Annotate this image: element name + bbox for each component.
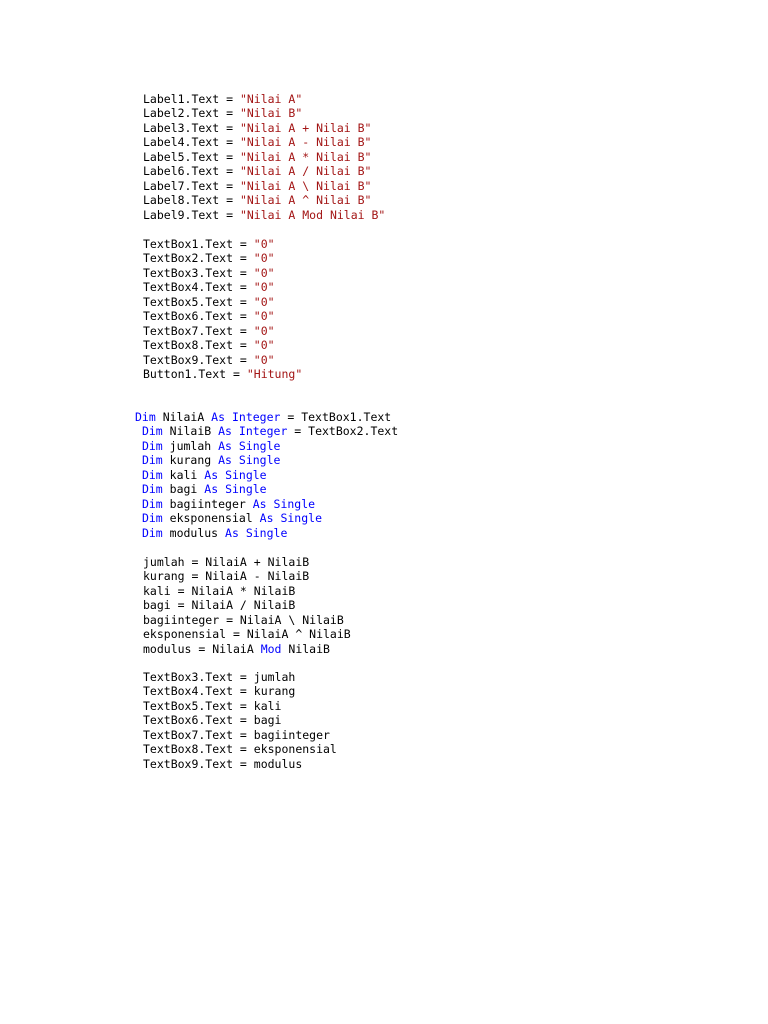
code-line (135, 453, 398, 467)
code-token: eksponensial = NilaiA ^ NilaiB (143, 627, 351, 642)
string-token: "0" (253, 280, 275, 295)
code-token: modulus = NilaiA (143, 641, 261, 656)
code-line (143, 598, 351, 612)
code-line (143, 713, 337, 727)
string-token: "Nilai A * Nilai B" (239, 149, 372, 164)
code-token: TextBox5.Text = (143, 294, 254, 309)
string-token: "0" (253, 294, 275, 309)
keyword-token: Integer (231, 410, 281, 424)
keyword-token: As (211, 410, 226, 424)
code-token: TextBox6.Text = (143, 309, 254, 324)
code-token: TextBox1.Text = (143, 237, 254, 251)
keyword-token: Single (245, 525, 288, 540)
code-line (143, 742, 337, 756)
code-line (135, 511, 398, 525)
code-block-calculations (143, 555, 351, 656)
code-line (135, 468, 398, 482)
code-line (143, 164, 385, 178)
keyword-token: As (225, 525, 239, 540)
keyword-token: Dim (141, 424, 163, 439)
code-line (143, 295, 302, 309)
code-line (143, 613, 351, 627)
code-token: Label4.Text = (143, 135, 240, 150)
code-line (143, 338, 302, 352)
code-token: kali (162, 467, 205, 482)
keyword-token: As (204, 467, 219, 482)
keyword-token: Dim (141, 511, 163, 526)
code-block-textbox-init (143, 237, 302, 381)
string-token: "Nilai A / Nilai B" (239, 164, 372, 179)
code-block-dim-declarations (135, 410, 398, 540)
code-token: TextBox2.Text = (143, 251, 254, 266)
code-token: Label2.Text = (143, 106, 240, 121)
code-token: TextBox4.Text = (143, 280, 254, 295)
keyword-token: Dim (135, 410, 156, 424)
code-line (135, 410, 398, 424)
code-line (143, 193, 385, 207)
code-token: kurang = NilaiA - NilaiB (143, 569, 310, 584)
keyword-token: Dim (141, 496, 163, 511)
code-token (135, 439, 142, 453)
code-token: TextBox5.Text = kali (143, 698, 282, 713)
code-token: bagiinteger = NilaiA \ NilaiB (143, 612, 344, 627)
code-token (135, 468, 142, 482)
code-line (143, 324, 302, 338)
keyword-token: As (218, 438, 232, 453)
code-line (143, 266, 302, 280)
code-token: TextBox8.Text = eksponensial (143, 742, 337, 757)
code-token: Label9.Text = (143, 207, 240, 222)
string-token: "Nilai A \ Nilai B" (239, 178, 372, 193)
string-token: "0" (253, 237, 275, 251)
string-token: "Nilai A + Nilai B" (239, 120, 372, 135)
keyword-token: Dim (141, 482, 163, 497)
code-token: jumlah = NilaiA + NilaiB (143, 555, 310, 569)
code-token (135, 482, 142, 496)
code-line (143, 584, 351, 598)
code-token: bagiinteger (162, 496, 253, 511)
code-token: NilaiB (162, 424, 219, 439)
keyword-token: Single (273, 496, 316, 511)
code-line (143, 627, 351, 641)
keyword-token: Single (225, 467, 267, 482)
code-line (143, 367, 302, 381)
code-line (135, 526, 398, 540)
code-line (143, 150, 385, 164)
code-line (143, 728, 337, 742)
code-block-label-assignments (143, 92, 385, 222)
code-line (143, 92, 385, 106)
keyword-token: As (204, 482, 219, 497)
code-line (135, 497, 398, 511)
code-token (232, 453, 239, 467)
code-token: Label3.Text = (143, 120, 240, 135)
code-token: TextBox3.Text = (143, 265, 254, 280)
keyword-token: Single (225, 482, 267, 497)
code-token (232, 424, 239, 438)
code-token (225, 410, 232, 424)
code-token (239, 526, 246, 540)
code-line (143, 684, 337, 698)
code-token: kali = NilaiA * NilaiB (143, 583, 296, 598)
code-token (135, 453, 142, 467)
code-token: TextBox9.Text = modulus (143, 756, 303, 771)
code-line (143, 106, 385, 120)
string-token: "Nilai A - Nilai B" (239, 135, 372, 150)
code-token: TextBox7.Text = (143, 323, 254, 338)
code-token: Label6.Text = (143, 164, 240, 179)
keyword-token: Dim (141, 453, 163, 468)
code-token (232, 439, 239, 453)
code-block-output-assignments (143, 670, 337, 771)
code-token: TextBox3.Text = jumlah (143, 670, 296, 684)
code-token: TextBox7.Text = bagiinteger (143, 727, 330, 742)
string-token: "Nilai A Mod Nilai B" (239, 207, 386, 222)
string-token: "Hitung" (246, 366, 303, 381)
code-line (143, 251, 302, 265)
code-token (135, 511, 142, 525)
code-line (143, 670, 337, 684)
code-line (135, 424, 398, 438)
keyword-token: Dim (141, 467, 163, 482)
string-token: "0" (253, 352, 275, 367)
code-line (135, 439, 398, 453)
code-line (143, 569, 351, 583)
code-token: modulus (162, 525, 226, 540)
keyword-token: Dim (141, 438, 163, 453)
code-token (135, 526, 142, 540)
code-token: TextBox9.Text = (143, 352, 254, 367)
code-token: bagi (162, 482, 205, 497)
code-token (267, 497, 274, 511)
string-token: "Nilai B" (239, 106, 303, 121)
string-token: "0" (253, 251, 275, 266)
code-token: TextBox6.Text = bagi (143, 713, 282, 728)
keyword-token: Single (238, 453, 281, 468)
code-token: NilaiB (281, 641, 330, 656)
string-token: "0" (253, 323, 275, 338)
code-line (143, 757, 337, 771)
code-token: eksponensial (162, 511, 260, 526)
code-line (143, 179, 385, 193)
code-token: Label1.Text = (143, 92, 240, 106)
code-line (143, 121, 385, 135)
keyword-token: As (218, 424, 232, 439)
code-token: = TextBox1.Text (280, 410, 392, 424)
keyword-token: Dim (141, 525, 163, 540)
keyword-token: Single (280, 511, 322, 526)
code-token: TextBox4.Text = kurang (143, 684, 296, 699)
code-line (143, 280, 302, 294)
code-token: Label5.Text = (143, 149, 240, 164)
code-line (143, 309, 302, 323)
keyword-token: Single (238, 438, 281, 453)
code-token: = TextBox2.Text (287, 424, 399, 439)
code-token: Button1.Text = (143, 366, 247, 381)
string-token: "0" (253, 309, 275, 324)
code-line (135, 482, 398, 496)
code-line (143, 237, 302, 251)
code-token: TextBox8.Text = (143, 338, 254, 353)
string-token: "0" (253, 338, 275, 353)
code-token: Label7.Text = (143, 178, 240, 193)
code-line (143, 135, 385, 149)
code-token: bagi = NilaiA / NilaiB (143, 598, 296, 613)
code-token: jumlah (162, 438, 219, 453)
code-token: Label8.Text = (143, 193, 240, 208)
keyword-token: Mod (260, 641, 282, 656)
string-token: "0" (253, 265, 275, 280)
keyword-token: As (259, 511, 274, 526)
code-line (143, 555, 351, 569)
code-token (135, 424, 142, 438)
code-line (143, 699, 337, 713)
string-token: "Nilai A" (239, 92, 303, 106)
code-line (143, 208, 385, 222)
keyword-token: As (218, 453, 232, 468)
keyword-token: As (252, 496, 267, 511)
code-token: NilaiA (155, 410, 212, 424)
code-line (143, 642, 351, 656)
code-token: kurang (162, 453, 219, 468)
code-token (135, 497, 142, 511)
code-line (143, 353, 302, 367)
keyword-token: Integer (238, 424, 288, 439)
string-token: "Nilai A ^ Nilai B" (239, 193, 372, 208)
